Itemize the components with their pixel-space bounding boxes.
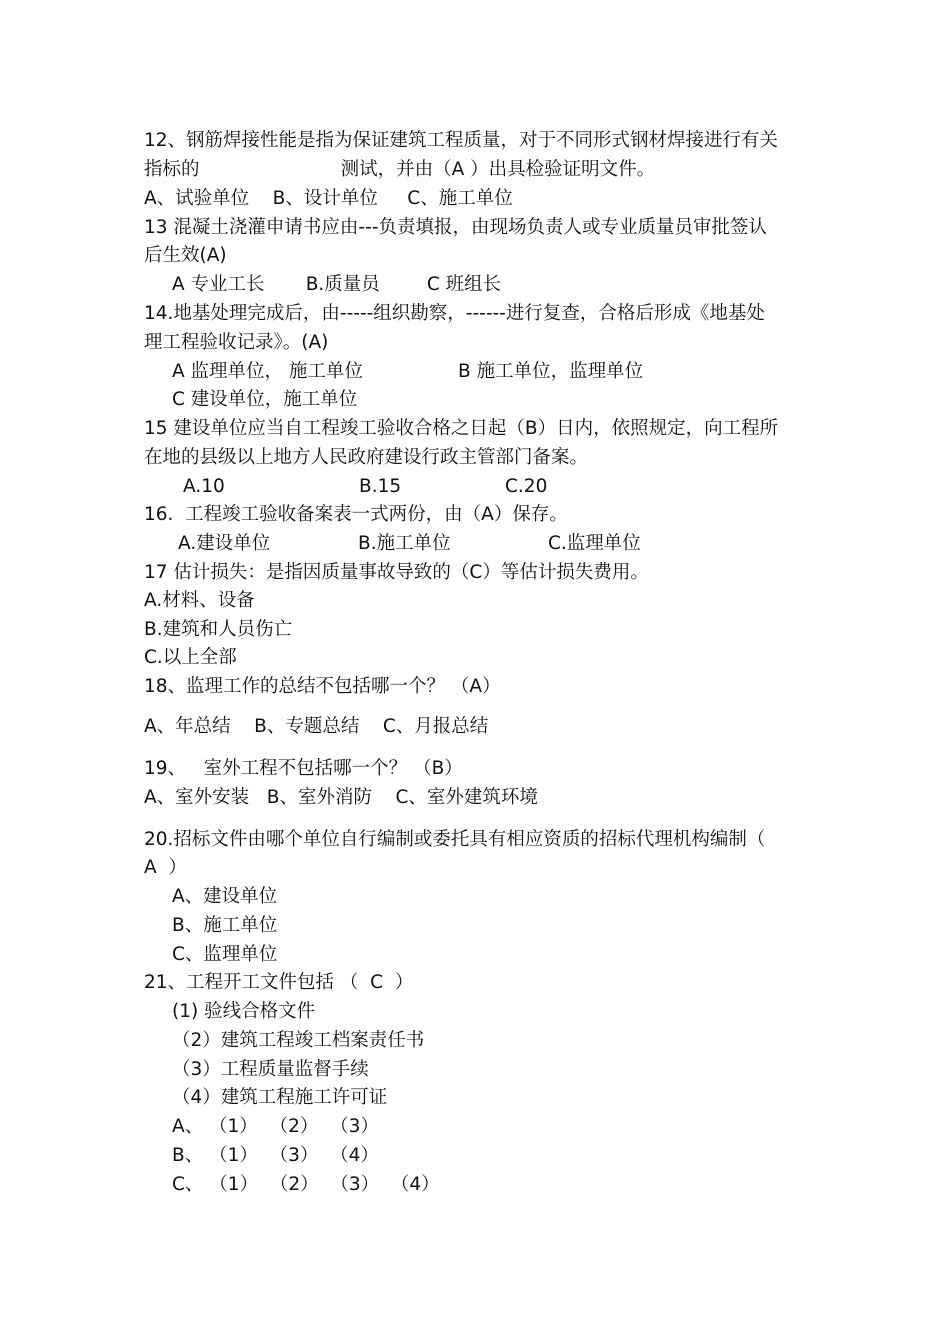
q20-line1: 20.招标文件由哪个单位自行编制或委托具有相应资质的招标代理机构编制（ <box>144 829 766 850</box>
q14-line2: 理工程验收记录》。(A) <box>144 332 329 353</box>
q17-option-b: B.建筑和人员伤亡 <box>144 619 293 640</box>
q15-line2: 在地的县级以上地方人民政府建设行政主管部门备案。 <box>144 447 589 468</box>
q20-line2: A ） <box>144 857 187 878</box>
q12-line2: 指标的 测试，并由（A ）出具检验证明文件。 <box>144 159 656 180</box>
q20-option-a: A、建设单位 <box>172 886 278 907</box>
q16-option-b: B.施工单位 <box>358 533 451 554</box>
q20-option-b: B、施工单位 <box>172 915 278 936</box>
q13-line1: 13 混凝土浇灌申请书应由---负责填报，由现场负责人或专业质量员审批签认 <box>144 217 767 238</box>
q18-options: A、年总结 B、专题总结 C、月报总结 <box>144 716 489 737</box>
q19-line1: 19、 室外工程不包括哪一个？ （B） <box>144 758 463 779</box>
q12-options: A、试验单位 B、设计单位 C、施工单位 <box>144 188 513 209</box>
q21-option-b: B、 （1） （3） （4） <box>172 1145 379 1166</box>
q15-option-a: A.10 <box>183 476 225 497</box>
q21-line1: 21、工程开工文件包括 （ C ） <box>144 972 414 993</box>
q16-option-c: C.监理单位 <box>548 533 641 554</box>
q13-options: A 专业工长 B.质量员 C 班组长 <box>172 274 502 295</box>
q21-option-a: A、 （1） （2） （3） <box>172 1116 379 1137</box>
q13-line2: 后生效(A) <box>144 245 227 266</box>
q17-option-a: A.材料、设备 <box>144 590 255 611</box>
q20-option-c: C、监理单位 <box>172 944 278 965</box>
q19-options: A、室外安装 B、室外消防 C、室外建筑环境 <box>144 787 538 808</box>
q21-item3: （3）工程质量监督手续 <box>172 1059 369 1080</box>
q14-option-c: C 建设单位，施工单位 <box>172 389 358 410</box>
q15-line1: 15 建设单位应当自工程竣工验收合格之日起（B）日内，依照规定，向工程所 <box>144 418 779 439</box>
q12-line1: 12、钢筋焊接性能是指为保证建筑工程质量，对于不同形式钢材焊接进行有关 <box>144 130 779 151</box>
q16-option-a: A.建设单位 <box>178 533 271 554</box>
q18-line1: 18、监理工作的总结不包括哪一个？ （A） <box>144 676 501 697</box>
q14-option-a: A 监理单位， 施工单位 <box>172 361 363 382</box>
q15-option-b: B.15 <box>359 476 402 497</box>
q17-option-c: C.以上全部 <box>144 647 237 668</box>
q15-option-c: C.20 <box>505 476 548 497</box>
q21-item2: （2）建筑工程竣工档案责任书 <box>172 1030 425 1051</box>
q14-option-b: B 施工单位，监理单位 <box>458 361 644 382</box>
q21-option-c: C、 （1） （2） （3） （4） <box>172 1174 440 1195</box>
q21-item4: （4）建筑工程施工许可证 <box>172 1087 388 1108</box>
q17-line1: 17 估计损失：是指因质量事故导致的（C）等估计损失费用。 <box>144 562 649 583</box>
q14-line1: 14.地基处理完成后，由-----组织勘察，------进行复查，合格后形成《地基处 <box>144 303 765 324</box>
q16-line1: 16. 工程竣工验收备案表一式两份，由（A）保存。 <box>144 504 568 525</box>
q21-item1: (1) 验线合格文件 <box>172 1001 316 1022</box>
